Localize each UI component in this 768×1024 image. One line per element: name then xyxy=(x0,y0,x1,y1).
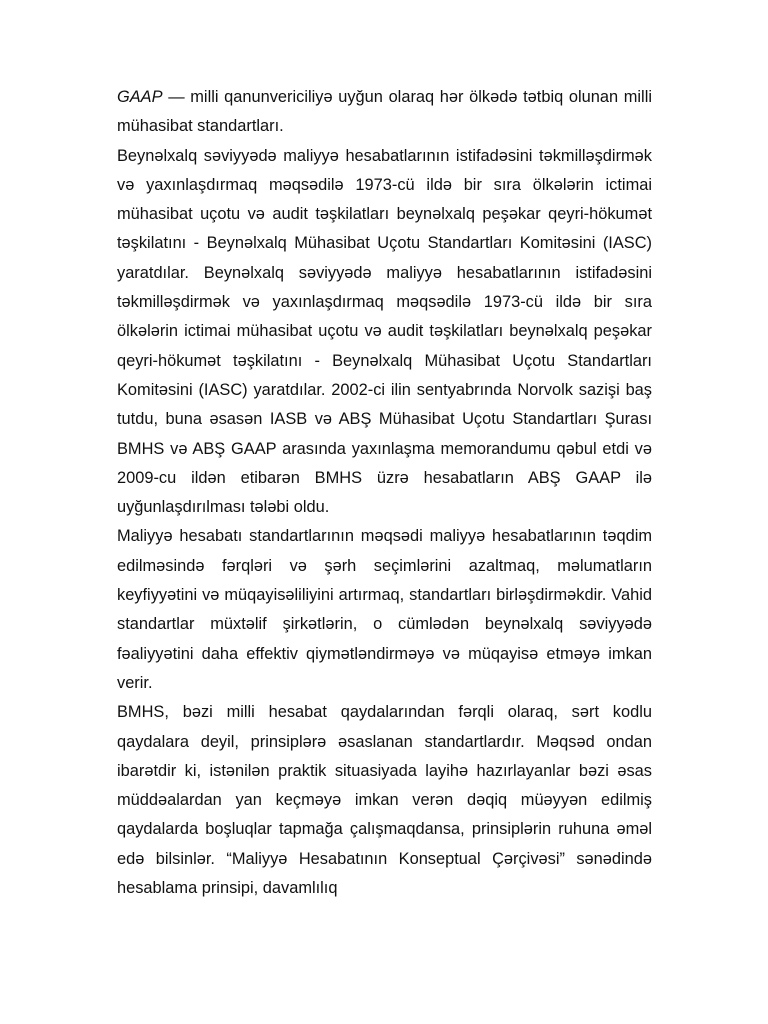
paragraph-text: — milli qanunvericiliyə uyğun olaraq hər ölkədə tətbiq olunan milli mühasibat standartları. xyxy=(117,88,652,136)
paragraph-text: Beynəlxalq səviyyədə maliyyə hesabatlarının istifadəsini təkmilləşdirmək və yaxınlaşdırmaq məqsədilə 1973-cü ildə bir sıra ölkələrin ictimai mühasibat uçotu və audit təşkilatları beynəlxalq peşəkar qeyri-hökumət təşkilatını - Beynəlxalq Mühasibat Uçotu Standartları Komitəsini (IASC) yaratdılar. Beynəlxalq səviyyədə maliyyə hesabatlarının istifadəsini təkmilləşdirmək və yaxınlaşdırmaq məqsədilə 1973-cü ildə bir sıra ölkələrin ictimai mühasibat uçotu və audit təşkilatları beynəlxalq peşəkar qeyri-hökumət təşkilatını - Beynəlxalq Mühasibat Uçotu Standartları Komitəsini (IASC) yaratdılar. 2002-ci ilin sentyabrında Norvolk sazişi baş tutdu, buna əsasən IASB və ABŞ Mühasibat Uçotu Standartları Şurası BMHS və ABŞ GAAP arasında yaxınlaşma memorandumu qəbul etdi və 2009-cu ildən etibarən BMHS üzrə hesabatların ABŞ GAAP ilə uyğunlaşdırılması tələbi oldu. xyxy=(117,146,652,517)
gaap-term: GAAP xyxy=(117,88,163,106)
paragraph-ifrs-principles xyxy=(117,698,652,903)
document-page xyxy=(117,83,652,903)
paragraph-iasc-history xyxy=(117,142,652,523)
paragraph-gaap-definition xyxy=(117,83,652,142)
paragraph-text: Maliyyə hesabatı standartlarının məqsədi maliyyə hesabatlarının təqdim edilməsində fərqləri və şərh seçimlərini azaltmaq, məlumatların keyfiyyətini və müqayisəliliyini artırmaq, standartları birləşdirməkdir. Vahid standartlar müxtəlif şirkətlərin, o cümlədən beynəlxalq səviyyədə fəaliyyətini daha effektiv qiymətləndirməyə və müqayisə etməyə imkan verir. xyxy=(117,527,652,692)
paragraph-text: BMHS, bəzi milli hesabat qaydalarından fərqli olaraq, sərt kodlu qaydalara deyil, prinsiplərə əsaslanan standartlardır. Məqsəd ondan ibarətdir ki, istənilən praktik situasiyada layihə hazırlayanlar bəzi əsas müddəalardan yan keçməyə imkan verən dəqiq müəyyən edilmiş qaydalarda boşluqlar tapmağa çalışmaqdansa, prinsiplərin ruhuna əməl edə bilsinlər. “Maliyyə Hesabatının Konseptual Çərçivəsi” sənədində hesablama prinsipi, davamlılıq xyxy=(117,703,652,898)
paragraph-standards-purpose xyxy=(117,522,652,698)
